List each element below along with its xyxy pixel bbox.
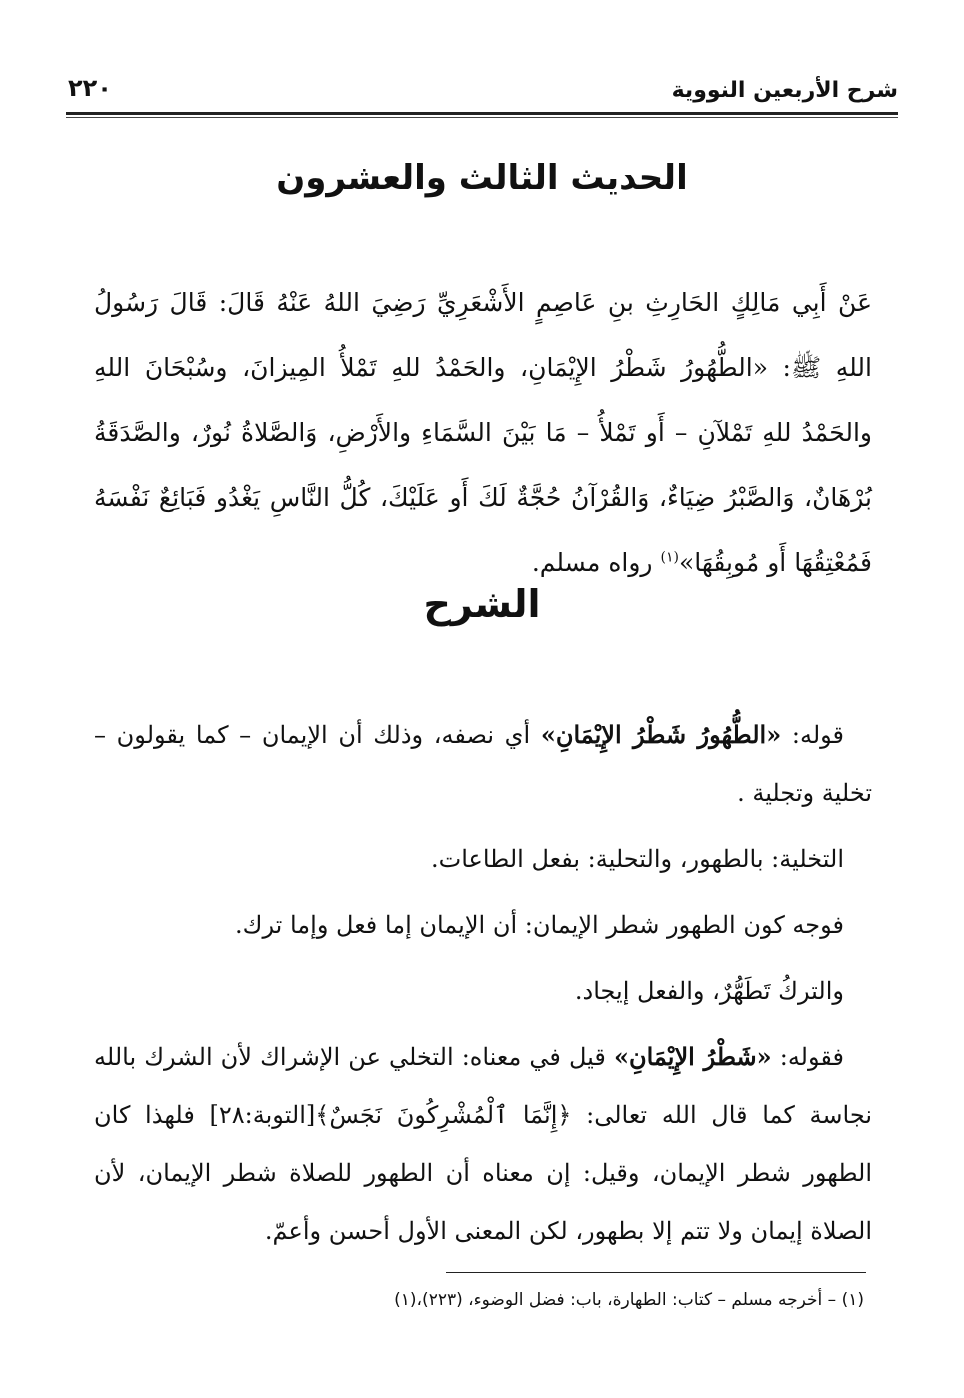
sharh-heading: الشرح xyxy=(423,582,541,626)
running-header xyxy=(66,70,898,118)
commentary-paragraph: والتركُ تَطَهُّرٌ، والفعل إيجاد. xyxy=(574,977,844,1005)
commentary-paragraph: فوجه كون الطهور شطر الإيمان: أن الإيمان إما فعل وإما ترك. xyxy=(235,911,844,939)
hadith-narrator: رواه مسلم. xyxy=(531,548,653,577)
footnote: (١) – أخرجه مسلم – كتاب: الطهارة، باب: فضل الوضوء، (٢٢٣)،(١) xyxy=(394,1290,864,1310)
page-number: ٢٢٠ xyxy=(68,74,112,102)
commentary-text: قيل في معناه: التخلي عن الإشراك لأن الشرك بالله نجاسة كما قال الله تعالى: ﴿إِنَّمَا ٱلْمُشْرِكُونَ نَجَسٌ﴾[التوبة:٢٨] فلهذا كان الطهور شطر الإيمان، وقيل: إن معناه أن الطهور للصلاة شطر الإيمان، لأن الصلاة إيمان ولا تتم إلا بطهور، لكن المعنى الأول أحسن وأعمّ. xyxy=(94,1043,872,1245)
quoted-phrase: «شَطْرُ الإِيْمَانِ» xyxy=(613,1042,772,1071)
footnote-rule xyxy=(446,1272,866,1273)
commentary-label: قوله: xyxy=(781,721,845,749)
commentary-paragraph: التخلية: بالطهور، والتحلية: بفعل الطاعات. xyxy=(430,845,844,873)
commentary xyxy=(94,706,872,1268)
hadith-body: عَنْ أَبِي مَالِكٍ الحَارِثِ بنِ عَاصِمٍ الأَشْعَرِيِّ رَضِيَ اللهُ عَنْهُ قَالَ: قَالَ رَسُولُ اللهِ ﷺ: «الطُّهُورُ شَطْرُ الإِيْمَانِ، والحَمْدُ للهِ تَمْلأُ المِيزانَ، وسُبْحَانَ اللهِ والحَمْدُ للهِ تَمْلآنِ – أَو تَمْلأُ – مَا بَيْنَ السَّمَاءِ والأَرْضِ، وَالصَّلاةُ نُورٌ، والصَّدَقَةُ بُرْهَانٌ، وَالصَّبْرُ ضِيَاءٌ، وَالقُرْآنُ حُجَّةٌ لَكَ أَو عَلَيْكَ، كُلُّ النَّاسِ يَغْدُو فَبَائِعٌ نَفْسَهُ فَمُعْتِقُهَا أَو مُوبِقُهَا» xyxy=(94,288,872,577)
commentary-text: أي نصفه، وذلك أن الإيمان – كما يقولون – تخلية وتجلية . xyxy=(94,721,872,807)
hadith-heading: الحديث الثالث والعشرون xyxy=(276,158,688,198)
commentary-label: فقوله: xyxy=(771,1043,845,1071)
hadith-text xyxy=(94,270,872,595)
quoted-phrase: «الطُّهُورُ شَطْرُ الإِيْمَانِ» xyxy=(540,720,782,749)
header-rule xyxy=(66,112,898,115)
footnote-ref: (١) xyxy=(660,549,679,566)
commentary-paragraph xyxy=(94,1028,872,1260)
header-rule-thin xyxy=(66,117,898,118)
book-title: شرح الأربعين النووية xyxy=(671,78,898,103)
commentary-paragraph xyxy=(94,706,872,822)
